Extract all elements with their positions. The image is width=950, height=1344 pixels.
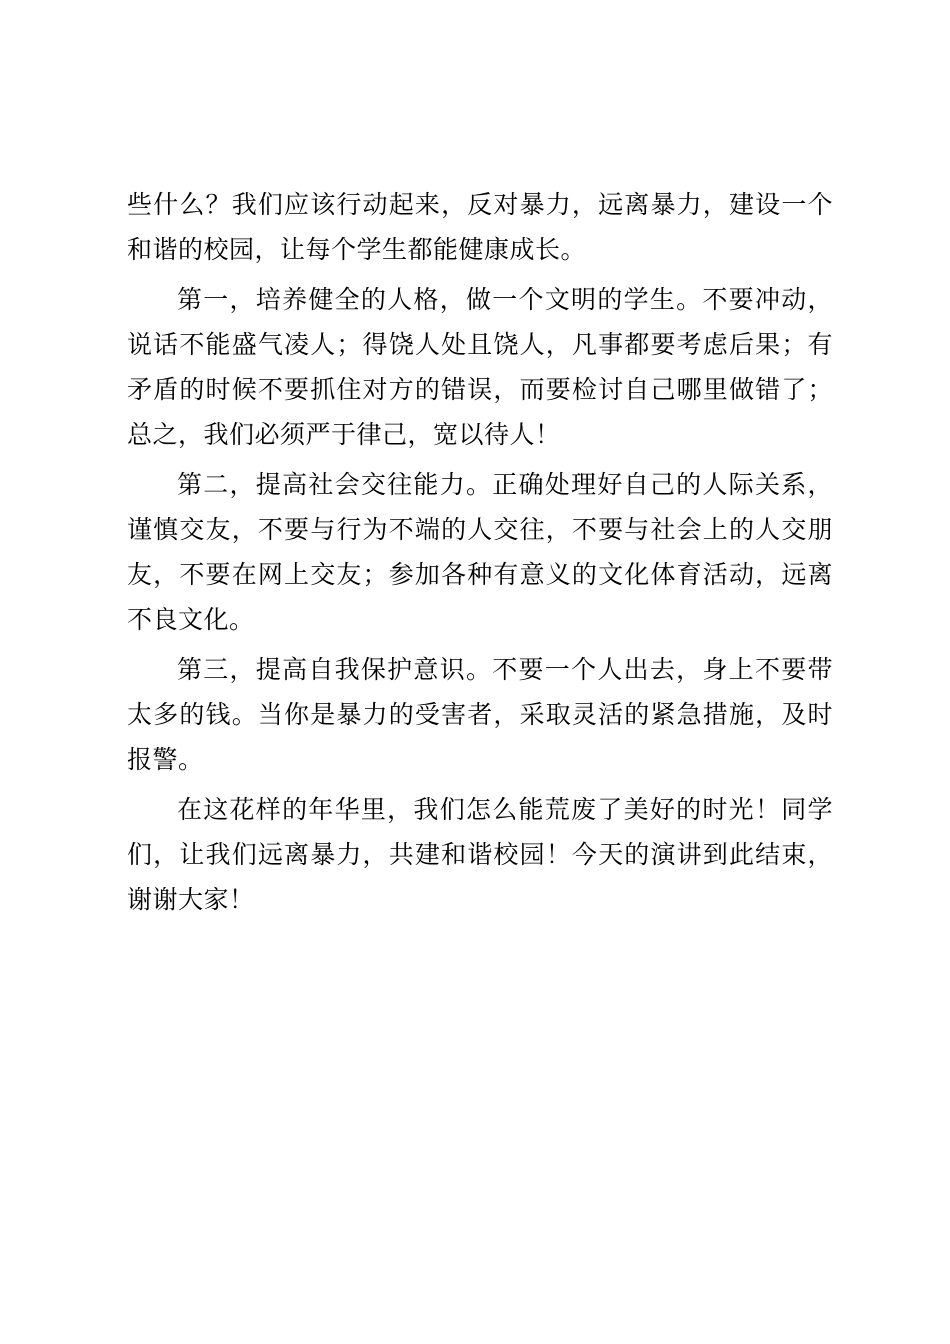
- paragraph-third-point: 第三，提高自我保护意识。不要一个人出去，身上不要带太多的钱。当你是暴力的受害者，采取灵活的紧急措施，及时报警。: [127, 655, 833, 774]
- document-body: [127, 182, 833, 927]
- paragraph-continuation: 些什么？我们应该行动起来，反对暴力，远离暴力，建设一个和谐的校园，让每个学生都能健康成长。: [127, 190, 833, 264]
- paragraph-first-point: 第一，培养健全的人格，做一个文明的学生。不要冲动，说话不能盛气凌人；得饶人处且饶人，凡事都要考虑后果；有矛盾的时候不要抓住对方的错误，而要检讨自己哪里做错了；总之，我们必须严于律己，宽以待人！: [127, 285, 833, 449]
- paragraph-second-point: 第二，提高社会交往能力。正确处理好自己的人际关系，谨慎交友，不要与行为不端的人交往，不要与社会上的人交朋友，不要在网上交友；参加各种有意义的文化体育活动，远离不良文化。: [127, 470, 833, 634]
- paragraph-closing: 在这花样的年华里，我们怎么能荒废了美好的时光！同学们，让我们远离暴力，共建和谐校园！今天的演讲到此结束，谢谢大家！: [127, 795, 833, 914]
